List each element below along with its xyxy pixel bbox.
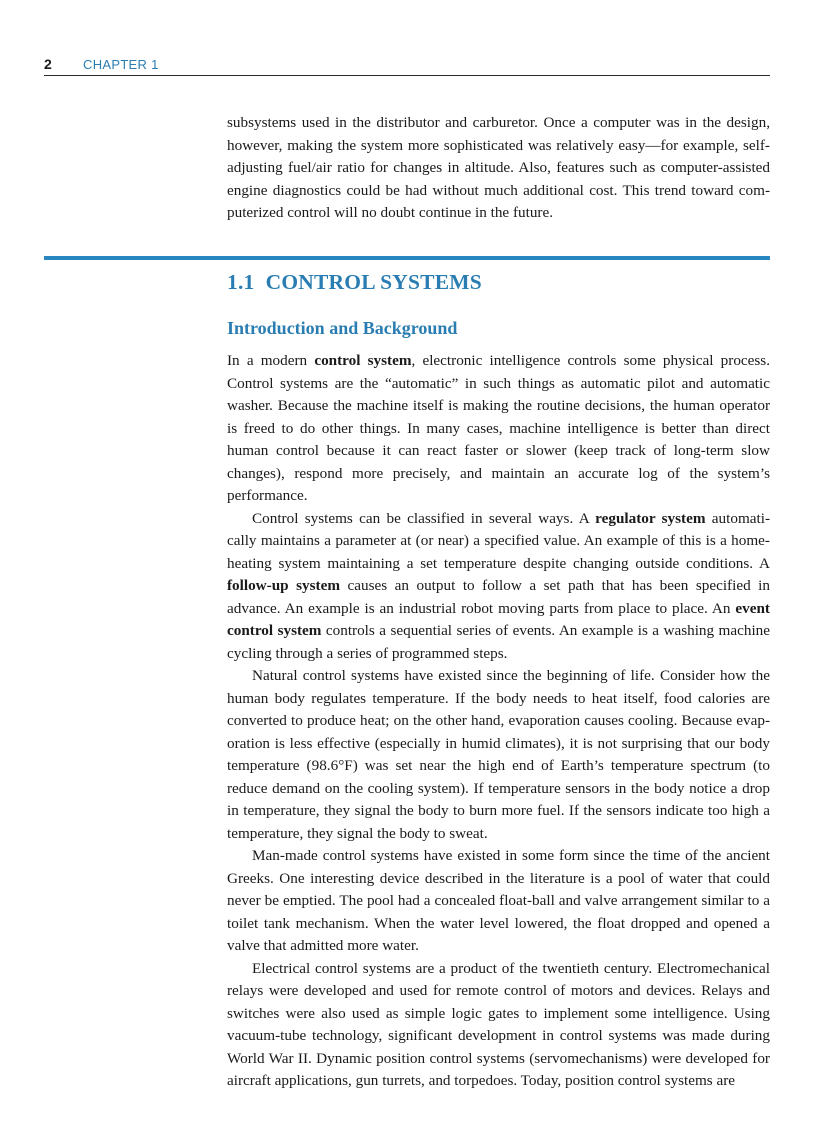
- page-number: 2: [44, 56, 52, 72]
- paragraph-3: Natural control systems have existed since the beginning of life. Consider how the human body regulates temperature. If the body needs to heat itself, food calories are converted to produce heat; on the other hand, evaporation causes cooling. Because evap-oration is less effective (especially in humid climates), it is not surprising that our body temperature (98.6°F) was set near the high end of Earth’s temperature spectrum (to reduce demand on the cooling system). If temperature sensors in the body notice a drop in temperature, they signal the body to burn more fuel. If the sensors indicate too high a temperature, they signal the body to sweat.: [227, 667, 770, 842]
- paragraph-2: Control systems can be classified in several ways. A regulator system automati-cally maintains a parameter at (or near) a specified value. An example of this is a home-heating system maintaining a set temperature despite changing outside conditions. A follow-up system causes an output to follow a set path that has been specified in advance. An example is an industrial robot moving parts from place to place. An event control system controls a sequential series of events. An example is a washing machine cycling through a series of programmed steps.: [227, 509, 771, 662]
- paragraph-4: Man-made control systems have existed in some form since the time of the ancient Greeks. One interesting device described in the literature is a pool of water that could never be emptied. The pool had a concealed float-ball and valve arrangement similar to a toilet tank mechanism. When the water level lowered, the float dropped and opened a valve that admitted more water.: [227, 847, 770, 954]
- term-event-control-system: event control system: [227, 599, 770, 639]
- section-title: CONTROL SYSTEMS: [265, 270, 482, 294]
- running-header: [44, 56, 770, 76]
- paragraph-1: In a modern control system, electronic intelligence controls some physical process. Control systems are the “automatic” in such things as automatic pilot and automatic washer. Because the machine itself is making the routine decisions, the human operator is freed to do other things. In many cases, machine intelligence is better than direct human control because it can react faster or slower (keep track of long-term slow changes), respond more precisely, and maintain an accurate log of the system’s performance.: [227, 352, 771, 504]
- intro-block: [227, 112, 770, 225]
- section-divider: [44, 256, 770, 260]
- subsection-heading: Introduction and Background: [227, 318, 458, 338]
- section-number: 1.1: [227, 270, 255, 294]
- paragraph-5: Electrical control systems are a product of the twentieth century. Electromechanical relays were developed and used for remote control of motors and devices. Relays and switches were also used as simple logic gates to implement some intelligence. Using vacuum-tube technology, significant development in control systems was made during World War II. Dynamic position control systems (servomechanisms) were developed for aircraft applications, gun turrets, and torpedoes. Today, position control systems are: [227, 959, 770, 1089]
- term-follow-up-system: follow-up system: [227, 577, 340, 594]
- term-regulator-system: regulator system: [595, 509, 706, 527]
- term-control-system: control system: [314, 352, 412, 369]
- intro-paragraph: subsystems used in the distributor and carburetor. Once a computer was in the design, however, making the system more sophisticated was relatively easy—for example, self-adjusting fuel/air ratio for changes in altitude. Also, features such as computer-assisted engine diagnostics could be had without much additional cost. This trend toward com-puterized control will no doubt continue in the future.: [227, 114, 770, 221]
- section-heading: [227, 270, 482, 295]
- chapter-label: CHAPTER 1: [83, 57, 159, 72]
- body-text: [227, 350, 770, 1093]
